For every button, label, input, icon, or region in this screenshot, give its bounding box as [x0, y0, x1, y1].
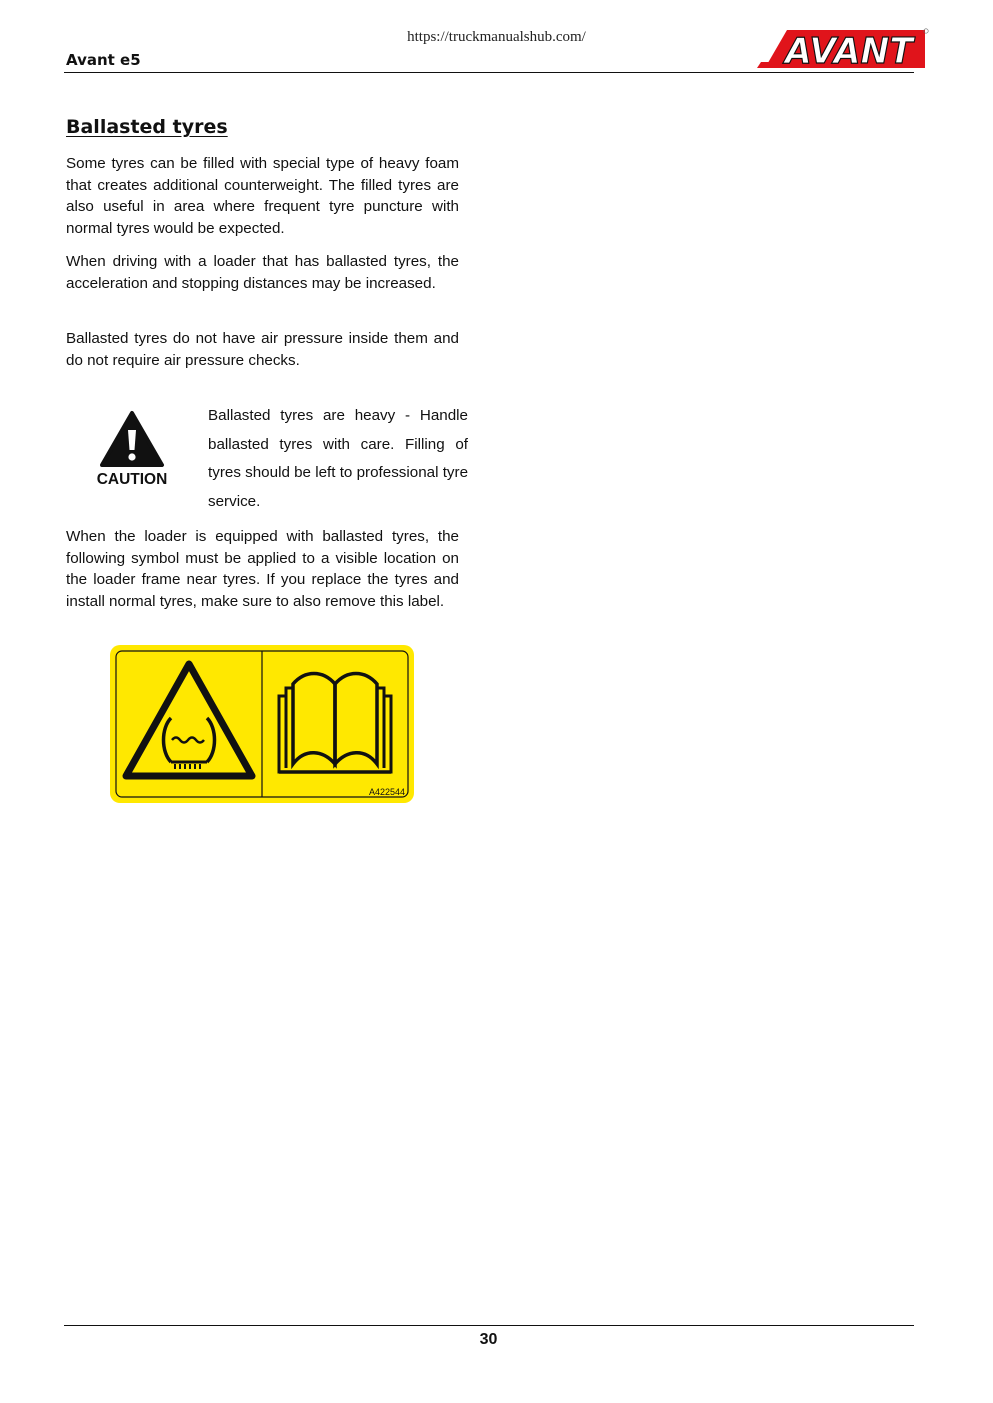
- sticker-code: A422544: [368, 787, 405, 797]
- paragraph-label-instruction: When the loader is equipped with ballasted tyres, the following symbol must be applied to a visible location on the loader frame near tyres. If you replace the tyres and install normal tyres, make sure to also remove this label.: [66, 528, 459, 610]
- section-title: Ballasted tyres: [66, 116, 228, 138]
- caution-block: [90, 410, 174, 489]
- caution-label: CAUTION: [96, 471, 168, 488]
- model-name: Avant e5: [66, 51, 141, 69]
- ballasted-tyre-label-sticker: [109, 644, 415, 804]
- warning-triangle-icon: [99, 410, 165, 468]
- avant-logo: [757, 26, 929, 70]
- header-url: https://truckmanualshub.com/: [407, 29, 586, 45]
- footer-divider: [64, 1325, 914, 1326]
- header-divider: [64, 72, 914, 73]
- page-number: 30: [479, 1331, 498, 1348]
- paragraph-driving: When driving with a loader that has ballasted tyres, the acceleration and stopping distances may be increased.: [66, 253, 459, 292]
- caution-text: Ballasted tyres are heavy - Handle ballasted tyres with care. Filling of tyres should be left to professional tyre service.: [208, 407, 469, 510]
- paragraph-foam-filled: Some tyres can be filled with special type of heavy foam that creates additional counterweight. The filled tyres are also useful in area where frequent tyre puncture with normal tyres would be expected.: [66, 155, 459, 237]
- brand-wordmark: AVANT: [782, 31, 916, 70]
- paragraph-air-pressure: Ballasted tyres do not have air pressure inside them and do not require air pressure checks.: [66, 330, 459, 369]
